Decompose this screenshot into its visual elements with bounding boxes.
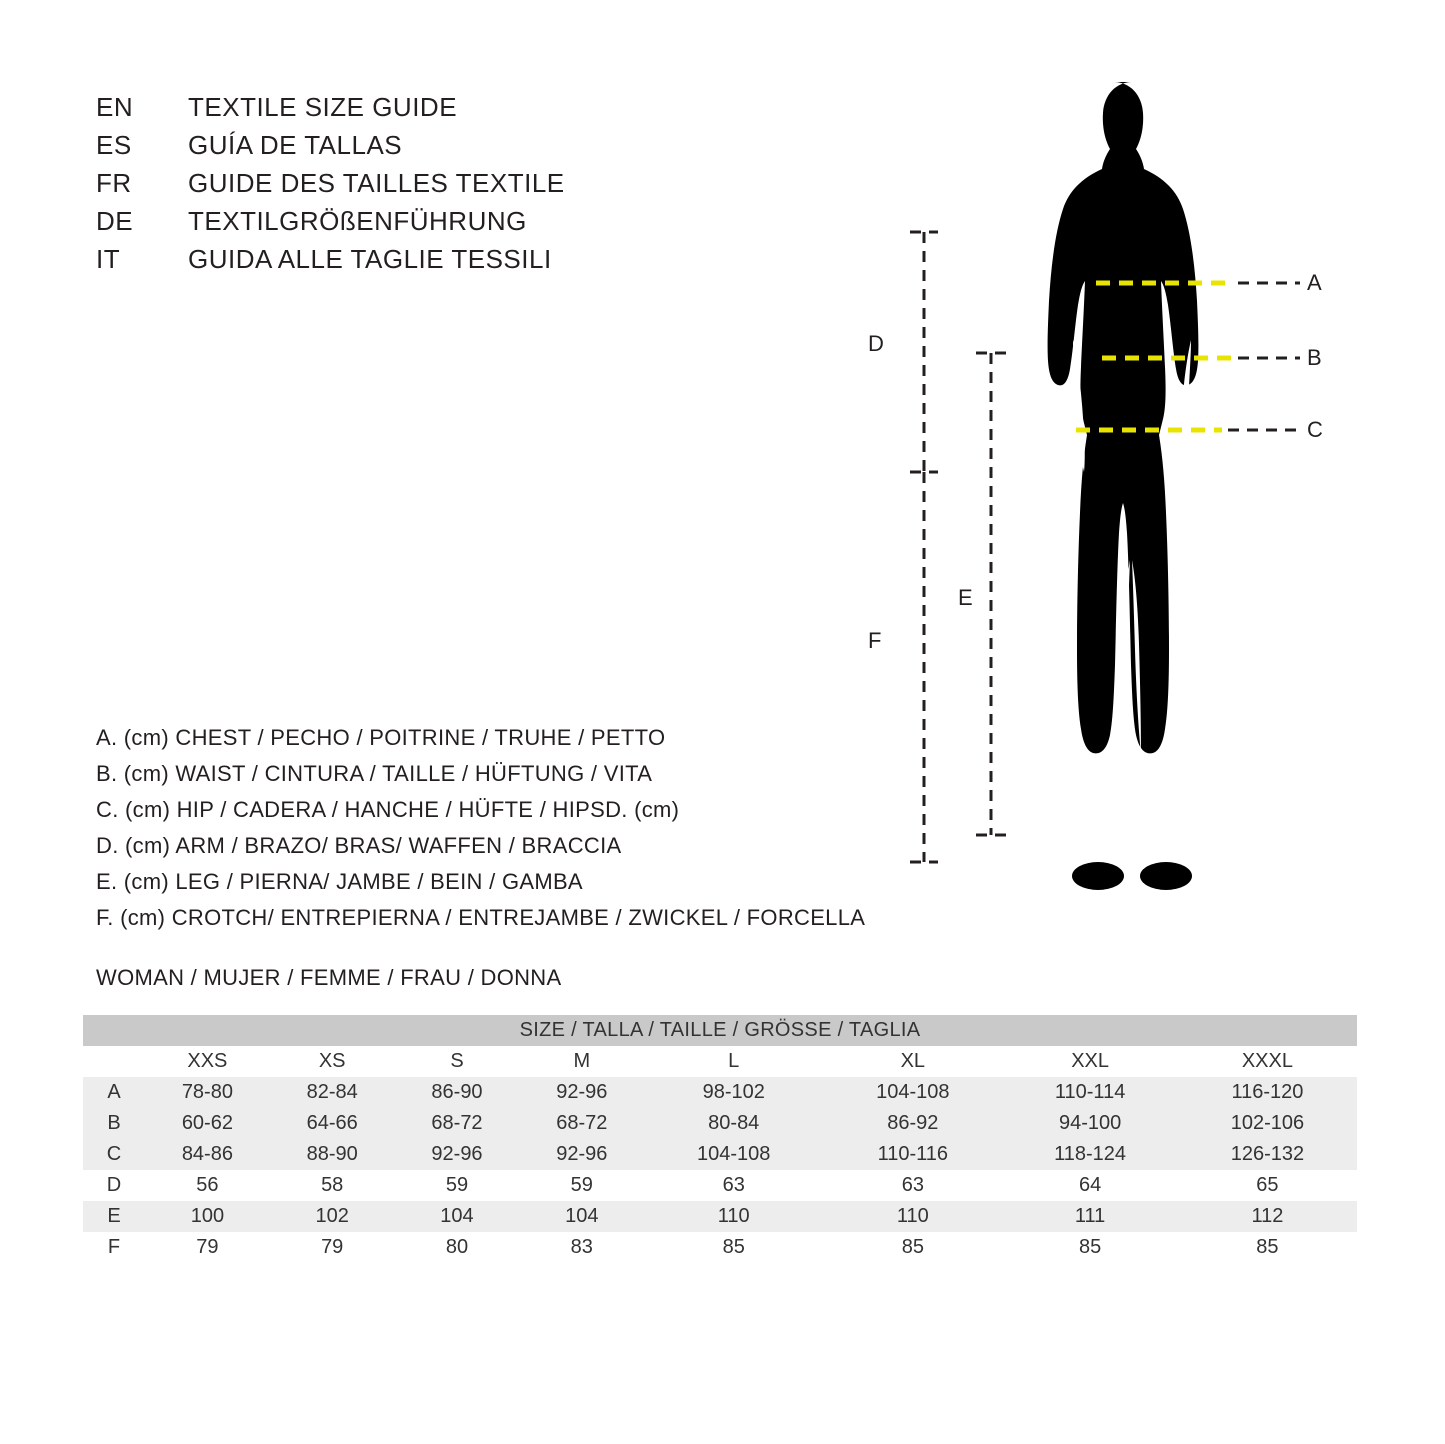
table-row [83, 1077, 1357, 1108]
cell-b-xl: 86-92 [823, 1108, 1002, 1139]
cell-c-xxxl: 126-132 [1178, 1139, 1357, 1170]
group-label: WOMAN / MUJER / FEMME / FRAU / DONNA [96, 965, 562, 990]
legend-item-c: C. (cm) HIP / CADERA / HANCHE / HÜFTE / HIPSD. (cm) [96, 797, 680, 822]
table-row [83, 1232, 1357, 1263]
table-row [83, 1170, 1357, 1201]
cell-c-xl: 110-116 [823, 1139, 1002, 1170]
table-row [83, 1108, 1357, 1139]
cell-b-m: 68-72 [519, 1108, 644, 1139]
size-table [83, 1015, 1357, 1263]
cell-c-m: 92-96 [519, 1139, 644, 1170]
cell-a-xxl: 110-114 [1002, 1077, 1177, 1108]
title-row [96, 92, 565, 130]
cell-c-xxl: 118-124 [1002, 1139, 1177, 1170]
bracket-label-e: E [958, 585, 973, 610]
cell-f-m: 83 [519, 1232, 644, 1263]
title-lang-fr: FR [96, 168, 132, 198]
row-label-c: C [83, 1139, 145, 1170]
cell-f-xl: 85 [823, 1232, 1002, 1263]
title-block [96, 92, 565, 282]
cell-a-s: 86-90 [395, 1077, 520, 1108]
cell-b-s: 68-72 [395, 1108, 520, 1139]
cell-e-s: 104 [395, 1201, 520, 1232]
size-col-l: L [644, 1046, 823, 1077]
cell-e-l: 110 [644, 1201, 823, 1232]
cell-b-xs: 64-66 [270, 1108, 395, 1139]
legend-item-b: B. (cm) WAIST / CINTURA / TAILLE / HÜFTUNG / VITA [96, 761, 653, 786]
title-row [96, 168, 565, 206]
callout-label-b: B [1307, 345, 1322, 370]
cell-d-l: 63 [644, 1170, 823, 1201]
size-col-xs: XS [270, 1046, 395, 1077]
size-col-xxxl: XXXL [1178, 1046, 1357, 1077]
arm-bracket-d [910, 232, 938, 472]
measurement-legend [96, 725, 865, 941]
size-header-label: SIZE / TALLA / TAILLE / GRÖSSE / TAGLIA [83, 1015, 1357, 1046]
row-label-d: D [83, 1170, 145, 1201]
title-text-es: GUÍA DE TALLAS [188, 130, 403, 160]
row-label-f: F [83, 1232, 145, 1263]
title-lang-es: ES [96, 130, 132, 160]
corner-cell [83, 1046, 145, 1077]
title-text-it: GUIDA ALLE TAGLIE TESSILI [188, 244, 552, 274]
cell-e-xxs: 100 [145, 1201, 270, 1232]
title-row [96, 206, 565, 244]
cell-d-xxxl: 65 [1178, 1170, 1357, 1201]
cell-f-l: 85 [644, 1232, 823, 1263]
cell-a-m: 92-96 [519, 1077, 644, 1108]
cell-d-xxs: 56 [145, 1170, 270, 1201]
title-lang-en: EN [96, 92, 134, 122]
cell-d-xxl: 64 [1002, 1170, 1177, 1201]
title-text-de: TEXTILGRÖßENFÜHRUNG [188, 206, 527, 236]
cell-a-xxs: 78-80 [145, 1077, 270, 1108]
crotch-bracket-f [910, 472, 938, 862]
row-label-a: A [83, 1077, 145, 1108]
cell-e-xxxl: 112 [1178, 1201, 1357, 1232]
table-row-size-names [83, 1046, 1357, 1077]
legend-item-e: E. (cm) LEG / PIERNA/ JAMBE / BEIN / GAMBA [96, 869, 583, 894]
cell-a-l: 98-102 [644, 1077, 823, 1108]
cell-d-m: 59 [519, 1170, 644, 1201]
size-col-xxl: XXL [1002, 1046, 1177, 1077]
size-col-xxs: XXS [145, 1046, 270, 1077]
table-row [83, 1139, 1357, 1170]
cell-c-s: 92-96 [395, 1139, 520, 1170]
cell-b-xxs: 60-62 [145, 1108, 270, 1139]
legend-item-a: A. (cm) CHEST / PECHO / POITRINE / TRUHE / PETTO [96, 725, 666, 750]
cell-e-m: 104 [519, 1201, 644, 1232]
cell-c-xs: 88-90 [270, 1139, 395, 1170]
cell-e-xxl: 111 [1002, 1201, 1177, 1232]
cell-d-xl: 63 [823, 1170, 1002, 1201]
cell-f-s: 80 [395, 1232, 520, 1263]
cell-d-s: 59 [395, 1170, 520, 1201]
cell-f-xs: 79 [270, 1232, 395, 1263]
size-col-s: S [395, 1046, 520, 1077]
cell-f-xxxl: 85 [1178, 1232, 1357, 1263]
table-row [83, 1201, 1357, 1232]
cell-b-xxl: 94-100 [1002, 1108, 1177, 1139]
cell-f-xxs: 79 [145, 1232, 270, 1263]
cell-a-xxxl: 116-120 [1178, 1077, 1357, 1108]
body-figure-diagram [830, 40, 1390, 920]
title-lang-it: IT [96, 244, 121, 274]
size-col-m: M [519, 1046, 644, 1077]
row-label-e: E [83, 1201, 145, 1232]
bracket-label-d: D [868, 331, 884, 356]
size-col-xl: XL [823, 1046, 1002, 1077]
title-row [96, 244, 565, 282]
title-text-en: TEXTILE SIZE GUIDE [188, 92, 458, 122]
cell-a-xs: 82-84 [270, 1077, 395, 1108]
cell-f-xxl: 85 [1002, 1232, 1177, 1263]
figure-svg [830, 40, 1390, 920]
woman-silhouette-icon [1048, 82, 1199, 890]
cell-b-l: 80-84 [644, 1108, 823, 1139]
row-label-b: B [83, 1108, 145, 1139]
title-text-fr: GUIDE DES TAILLES TEXTILE [188, 168, 565, 198]
bracket-label-f: F [868, 628, 882, 653]
cell-b-xxxl: 102-106 [1178, 1108, 1357, 1139]
title-lang-de: DE [96, 206, 134, 236]
leg-bracket-e [976, 353, 1006, 835]
callout-label-c: C [1307, 417, 1323, 442]
cell-d-xs: 58 [270, 1170, 395, 1201]
cell-e-xl: 110 [823, 1201, 1002, 1232]
legend-item-f: F. (cm) CROTCH/ ENTREPIERNA / ENTREJAMBE / ZWICKEL / FORCELLA [96, 905, 866, 930]
legend-item-d: D. (cm) ARM / BRAZO/ BRAS/ WAFFEN / BRACCIA [96, 833, 622, 858]
cell-c-l: 104-108 [644, 1139, 823, 1170]
table-header-band [83, 1015, 1357, 1046]
cell-c-xxs: 84-86 [145, 1139, 270, 1170]
callout-label-a: A [1307, 270, 1322, 295]
title-row [96, 130, 565, 168]
cell-e-xs: 102 [270, 1201, 395, 1232]
cell-a-xl: 104-108 [823, 1077, 1002, 1108]
